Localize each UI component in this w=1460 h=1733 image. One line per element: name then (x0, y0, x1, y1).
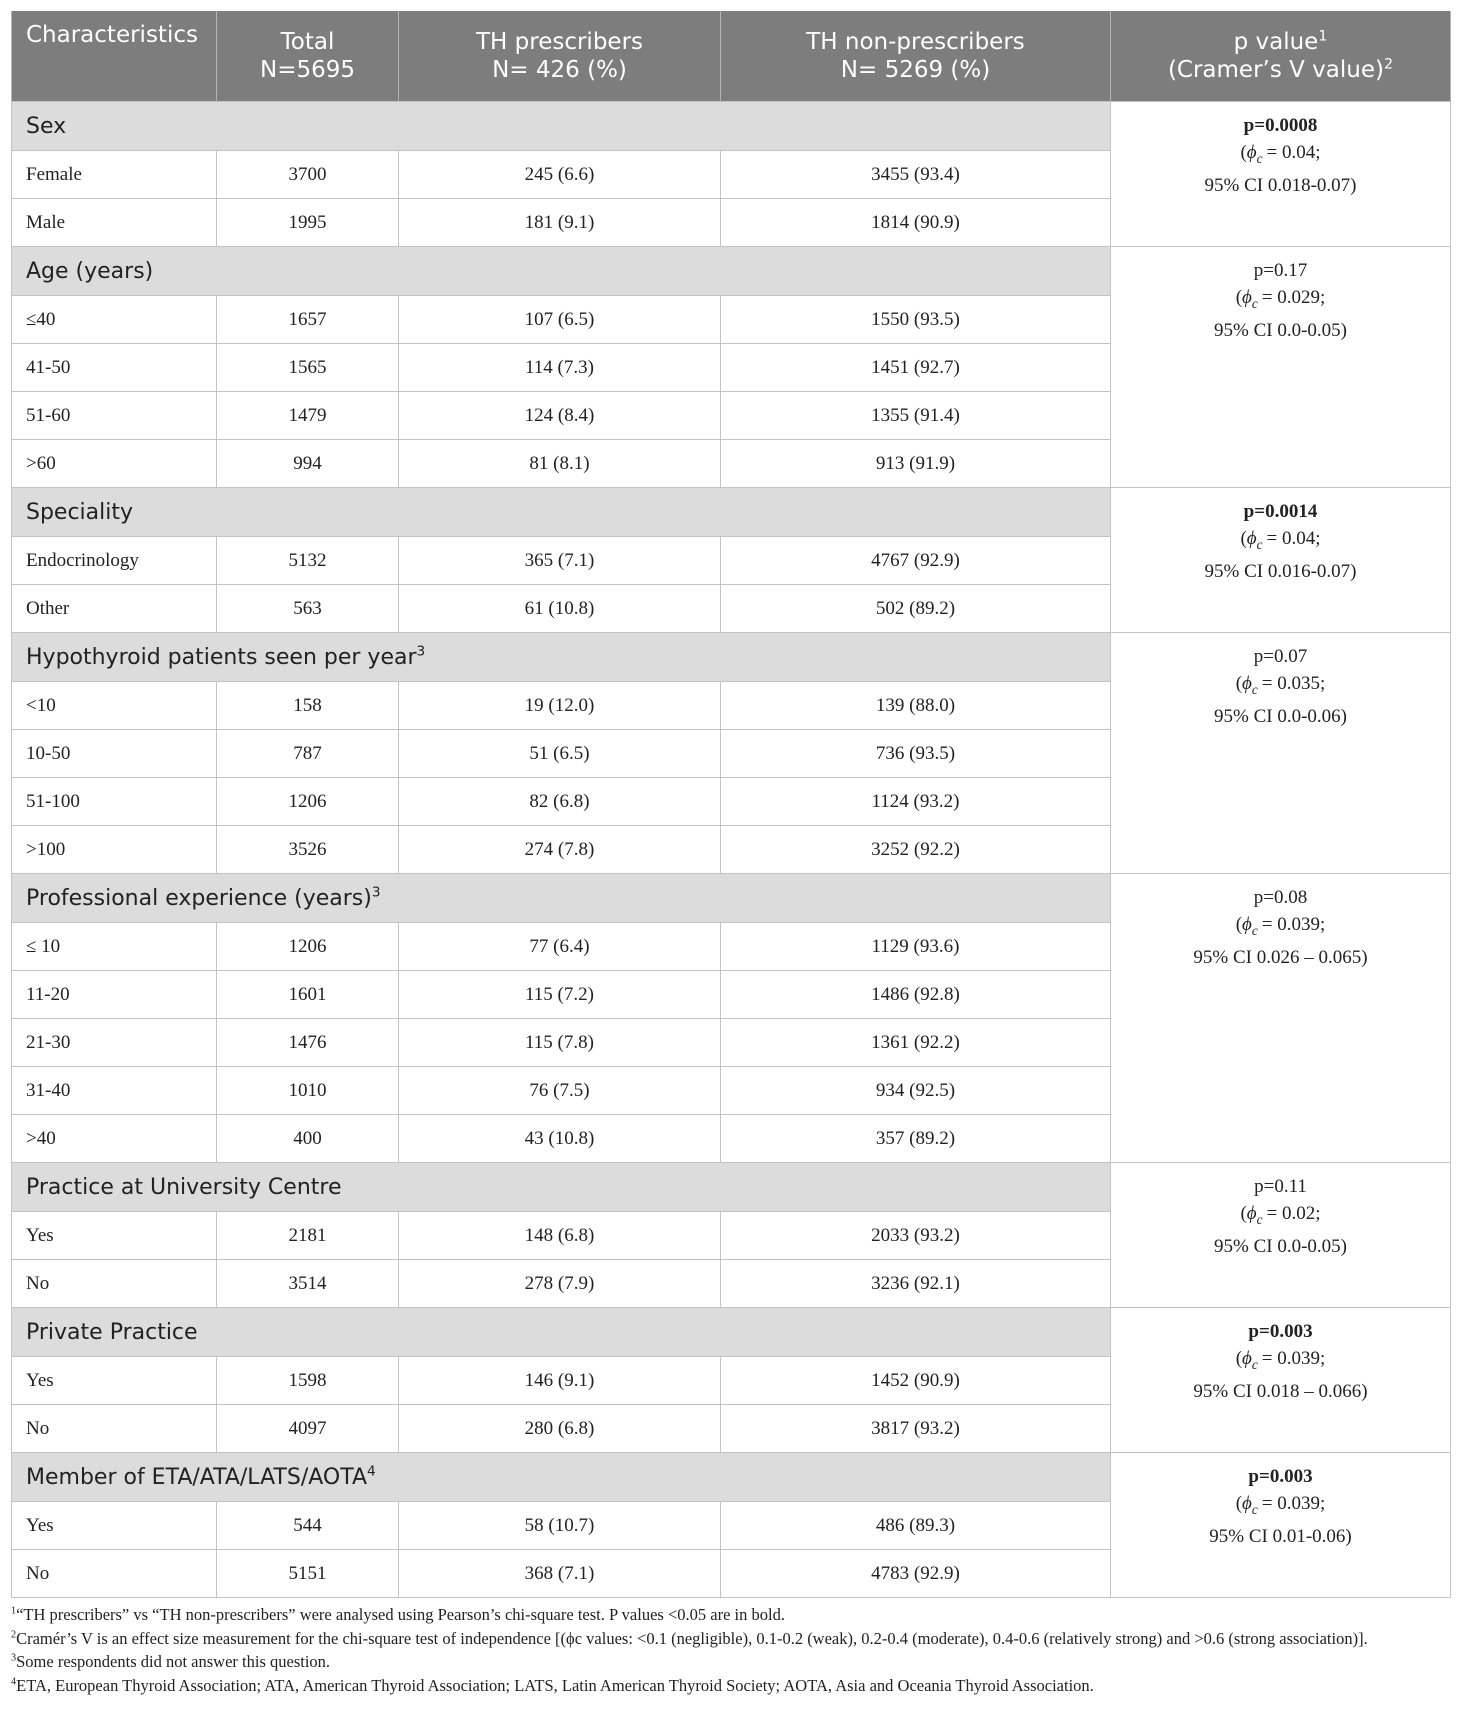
prescribers-cell: 181 (9.1) (399, 199, 721, 247)
total-cell: 1010 (217, 1067, 399, 1115)
confidence-interval: 95% CI 0.026 – 0.065) (1193, 946, 1368, 968)
cramers-v-value: ($\phi_c = 0.029$; (1235, 287, 1326, 311)
table-container (11, 11, 1450, 1598)
row-label: Female (12, 151, 217, 199)
section-title: Practice at University Centre (12, 1163, 1111, 1212)
section-title: Private Practice (12, 1308, 1111, 1357)
cramers-v-value: ($\phi_c = 0.039$; (1235, 1348, 1326, 1372)
non-prescribers-cell: 3236 (92.1) (721, 1260, 1111, 1308)
confidence-interval: 95% CI 0.01-0.06) (1209, 1525, 1352, 1547)
section-row (12, 1453, 1451, 1502)
non-prescribers-cell: 934 (92.5) (721, 1067, 1111, 1115)
non-prescribers-cell: 1452 (90.9) (721, 1357, 1111, 1405)
row-label: 10-50 (12, 730, 217, 778)
p-value: p=0.003 (1248, 1466, 1313, 1487)
non-prescribers-cell: 1550 (93.5) (721, 296, 1111, 344)
prescribers-cell: 280 (6.8) (399, 1405, 721, 1453)
row-label: Yes (12, 1212, 217, 1260)
row-label: ≤40 (12, 296, 217, 344)
total-cell: 4097 (217, 1405, 399, 1453)
total-cell: 1565 (217, 344, 399, 392)
total-cell: 3526 (217, 826, 399, 874)
header-characteristics: Characteristics (12, 11, 217, 102)
p-value-cell (1111, 633, 1451, 874)
row-label: <10 (12, 682, 217, 730)
row-label: Yes (12, 1357, 217, 1405)
row-label: 11-20 (12, 971, 217, 1019)
footnote: $^1$“TH prescribers” vs “TH non-prescribers” were analysed using Pearson’s chi-square test. P values <0.05 are in bold. (11, 1605, 785, 1624)
section-title: Professional experience (years)$^3$ (12, 874, 1111, 923)
non-prescribers-cell: 1486 (92.8) (721, 971, 1111, 1019)
prescribers-cell: 245 (6.6) (399, 151, 721, 199)
prescribers-cell: 19 (12.0) (399, 682, 721, 730)
non-prescribers-cell: 913 (91.9) (721, 440, 1111, 488)
total-cell: 1657 (217, 296, 399, 344)
prescribers-cell: 365 (7.1) (399, 537, 721, 585)
total-cell: 1479 (217, 392, 399, 440)
p-value: p=0.08 (1253, 887, 1308, 908)
row-label: Other (12, 585, 217, 633)
total-cell: 5151 (217, 1550, 399, 1598)
total-cell: 994 (217, 440, 399, 488)
row-label: 21-30 (12, 1019, 217, 1067)
header-th-prescribers: TH prescribers N= 426 (%) (399, 11, 721, 102)
section-row (12, 874, 1451, 923)
p-value-cell (1111, 874, 1451, 1163)
prescribers-cell: 114 (7.3) (399, 344, 721, 392)
footnotes (11, 1603, 1450, 1697)
section-row (12, 1163, 1451, 1212)
row-label: No (12, 1405, 217, 1453)
p-value: p=0.17 (1253, 260, 1308, 281)
header-total: Total N=5695 (217, 11, 399, 102)
prescribers-cell: 82 (6.8) (399, 778, 721, 826)
total-cell: 1995 (217, 199, 399, 247)
p-value: p=0.0014 (1243, 501, 1318, 522)
prescribers-cell: 107 (6.5) (399, 296, 721, 344)
section-title: Member of ETA/ATA/LATS/AOTA$^4$ (12, 1453, 1111, 1502)
cramers-v-value: ($\phi_c = 0.04$; (1240, 528, 1321, 552)
section-title: Sex (12, 102, 1111, 151)
header-p-value: p value$^1$ (Cramer’s V value)$^2$ (1111, 11, 1451, 102)
section-row (12, 633, 1451, 682)
confidence-interval: 95% CI 0.016-0.07) (1204, 560, 1357, 582)
total-cell: 158 (217, 682, 399, 730)
cramers-v-value: ($\phi_c = 0.035$; (1235, 673, 1326, 697)
non-prescribers-cell: 1129 (93.6) (721, 923, 1111, 971)
non-prescribers-cell: 357 (89.2) (721, 1115, 1111, 1163)
non-prescribers-cell: 3252 (92.2) (721, 826, 1111, 874)
prescribers-cell: 76 (7.5) (399, 1067, 721, 1115)
table-body (12, 102, 1451, 1598)
footnote: $^2$Cramér’s V is an effect size measurement for the chi-square test of independence [(ϕc values: <0.1 (negligible), 0.1-0.2 (weak), 0.2-0.4 (moderate), 0.4-0.6 (relatively strong) and >0.6 (strong association)]. (11, 1628, 1368, 1648)
total-cell: 563 (217, 585, 399, 633)
non-prescribers-cell: 4767 (92.9) (721, 537, 1111, 585)
p-value-cell (1111, 1308, 1451, 1453)
section-row (12, 488, 1451, 537)
confidence-interval: 95% CI 0.018 – 0.066) (1193, 1380, 1368, 1402)
confidence-interval: 95% CI 0.018-0.07) (1204, 174, 1357, 196)
row-label: ≤ 10 (12, 923, 217, 971)
section-title: Age (years) (12, 247, 1111, 296)
prescribers-cell: 81 (8.1) (399, 440, 721, 488)
prescribers-cell: 274 (7.8) (399, 826, 721, 874)
cramers-v-value: ($\phi_c = 0.04$; (1240, 142, 1321, 166)
non-prescribers-cell: 139 (88.0) (721, 682, 1111, 730)
cramers-v-value: ($\phi_c = 0.039$; (1235, 1493, 1326, 1517)
prescribers-cell: 51 (6.5) (399, 730, 721, 778)
p-value-cell (1111, 102, 1451, 247)
row-label: No (12, 1260, 217, 1308)
section-title: Hypothyroid patients seen per year$^3$ (12, 633, 1111, 682)
p-value-cell (1111, 1453, 1451, 1598)
prescribers-cell: 148 (6.8) (399, 1212, 721, 1260)
total-cell: 1598 (217, 1357, 399, 1405)
non-prescribers-cell: 736 (93.5) (721, 730, 1111, 778)
total-cell: 5132 (217, 537, 399, 585)
total-cell: 1206 (217, 923, 399, 971)
section-row (12, 247, 1451, 296)
non-prescribers-cell: 486 (89.3) (721, 1502, 1111, 1550)
p-value: p=0.0008 (1243, 115, 1318, 136)
p-value: p=0.07 (1253, 646, 1308, 667)
prescribers-cell: 43 (10.8) (399, 1115, 721, 1163)
prescribers-cell: 278 (7.9) (399, 1260, 721, 1308)
cramers-v-value: ($\phi_c = 0.02$; (1240, 1203, 1321, 1227)
total-cell: 1476 (217, 1019, 399, 1067)
row-label: 31-40 (12, 1067, 217, 1115)
row-label: No (12, 1550, 217, 1598)
prescribers-cell: 58 (10.7) (399, 1502, 721, 1550)
prescribers-cell: 61 (10.8) (399, 585, 721, 633)
row-label: >60 (12, 440, 217, 488)
p-value-cell (1111, 247, 1451, 488)
row-label: Yes (12, 1502, 217, 1550)
total-cell: 3514 (217, 1260, 399, 1308)
total-cell: 2181 (217, 1212, 399, 1260)
cramers-v-value: ($\phi_c = 0.039$; (1235, 914, 1326, 938)
total-cell: 1601 (217, 971, 399, 1019)
confidence-interval: 95% CI 0.0-0.05) (1214, 319, 1347, 341)
p-value-cell (1111, 488, 1451, 633)
row-label: >100 (12, 826, 217, 874)
total-cell: 400 (217, 1115, 399, 1163)
table-header-row (12, 11, 1451, 102)
non-prescribers-cell: 1451 (92.7) (721, 344, 1111, 392)
footnote: $^4$ETA, European Thyroid Association; ATA, American Thyroid Association; LATS, Latin American Thyroid Society; AOTA, Asia and Oceania Thyroid Association. (11, 1675, 1094, 1695)
row-label: 51-100 (12, 778, 217, 826)
header-th-non-prescribers: TH non-prescribers N= 5269 (%) (721, 11, 1111, 102)
row-label: 51-60 (12, 392, 217, 440)
non-prescribers-cell: 1124 (93.2) (721, 778, 1111, 826)
row-label: Endocrinology (12, 537, 217, 585)
non-prescribers-cell: 1355 (91.4) (721, 392, 1111, 440)
prescribers-cell: 115 (7.8) (399, 1019, 721, 1067)
total-cell: 787 (217, 730, 399, 778)
non-prescribers-cell: 4783 (92.9) (721, 1550, 1111, 1598)
row-label: 41-50 (12, 344, 217, 392)
p-value: p=0.003 (1248, 1321, 1313, 1342)
confidence-interval: 95% CI 0.0-0.05) (1214, 1235, 1347, 1257)
total-cell: 3700 (217, 151, 399, 199)
footnote: $^3$Some respondents did not answer this question. (11, 1652, 331, 1671)
non-prescribers-cell: 3455 (93.4) (721, 151, 1111, 199)
prescribers-cell: 368 (7.1) (399, 1550, 721, 1598)
prescribers-cell: 115 (7.2) (399, 971, 721, 1019)
row-label: Male (12, 199, 217, 247)
section-title: Speciality (12, 488, 1111, 537)
p-value: p=0.11 (1254, 1176, 1307, 1197)
prescribers-cell: 124 (8.4) (399, 392, 721, 440)
non-prescribers-cell: 1361 (92.2) (721, 1019, 1111, 1067)
characteristics-table (11, 11, 1451, 1598)
non-prescribers-cell: 1814 (90.9) (721, 199, 1111, 247)
confidence-interval: 95% CI 0.0-0.06) (1214, 705, 1347, 727)
prescribers-cell: 146 (9.1) (399, 1357, 721, 1405)
p-value-cell (1111, 1163, 1451, 1308)
section-row (12, 1308, 1451, 1357)
section-row (12, 102, 1451, 151)
total-cell: 544 (217, 1502, 399, 1550)
row-label: >40 (12, 1115, 217, 1163)
non-prescribers-cell: 502 (89.2) (721, 585, 1111, 633)
total-cell: 1206 (217, 778, 399, 826)
prescribers-cell: 77 (6.4) (399, 923, 721, 971)
non-prescribers-cell: 2033 (93.2) (721, 1212, 1111, 1260)
non-prescribers-cell: 3817 (93.2) (721, 1405, 1111, 1453)
